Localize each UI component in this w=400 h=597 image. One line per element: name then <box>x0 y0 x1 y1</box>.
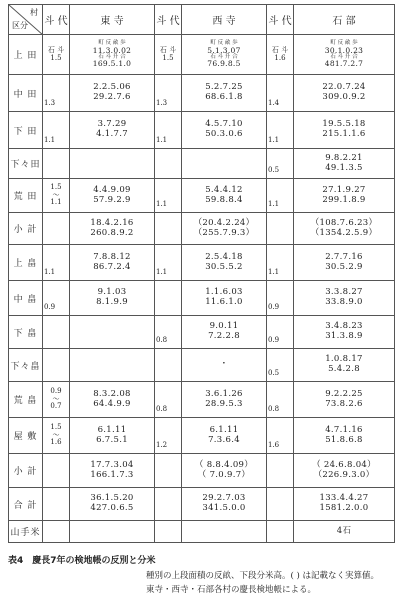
yield-value: 76.9.8.5 <box>207 59 241 69</box>
table-notes <box>146 570 394 597</box>
row-label: 山手米 <box>9 521 43 543</box>
todai-cell-nishidera <box>155 454 182 488</box>
value-cell-nishidera: 5.2.7.25 68.6.1.8 <box>182 75 267 112</box>
header-todai-east: 斗 代 <box>43 5 70 35</box>
value-cell-ishibe: 4.7.1.16 51.8.6.8 <box>294 418 395 454</box>
unit-label-yield: 石 斗 升 合 <box>98 53 126 60</box>
todai-cell-nishidera <box>155 349 182 382</box>
table-row <box>9 35 395 75</box>
value-cell-ishibe: 27.1.9.27 299.1.8.9 <box>294 179 395 213</box>
row-label: 荒 畠 <box>9 382 43 418</box>
area-value: 11.3.0.02 <box>92 45 132 55</box>
value-cell-ishibe: 3.3.8.27 33.8.9.0 <box>294 281 395 316</box>
table-row <box>9 316 395 349</box>
todai-cell-higashidera <box>43 349 70 382</box>
todai-cell-nishidera: 0.8 <box>155 316 182 349</box>
value-cell-nishidera: 6.1.11 7.3.6.4 <box>182 418 267 454</box>
todai-cell-ishibe: 0.9 <box>267 281 294 316</box>
todai-cell-ishibe: 石 斗 1.6 <box>267 35 294 75</box>
area-value: 5.1.3.07 <box>207 45 241 55</box>
todai-cell-ishibe: 1.4 <box>267 75 294 112</box>
value-cell-nishidera: 1.1.6.03 11.6.1.0 <box>182 281 267 316</box>
value-cell-ishibe: 9.8.2.21 49.1.3.5 <box>294 149 395 179</box>
table-row <box>9 179 395 213</box>
note-line: 種別の上段面積の反畝、下段分米高。( ) は記載なく実算値。 <box>146 571 380 581</box>
value-cell-higashidera: 9.1.03 8.1.9.9 <box>70 281 155 316</box>
table-row <box>9 454 395 488</box>
table-row <box>9 349 395 382</box>
value-cell-nishidera: ・ <box>182 349 267 382</box>
todai-cell-ishibe: 1.1 <box>267 245 294 281</box>
row-label: 中 畠 <box>9 281 43 316</box>
value-cell-nishidera <box>182 35 267 75</box>
row-label: 下々畠 <box>9 349 43 382</box>
todai-cell-ishibe <box>267 521 294 543</box>
value-cell-higashidera: 4.4.9.09 57.9.2.9 <box>70 179 155 213</box>
yield-value: 481.7.2.7 <box>324 59 364 69</box>
value-cell-ishibe: 9.2.2.25 73.8.2.6 <box>294 382 395 418</box>
value-cell-nishidera: 5.4.4.12 59.8.8.4 <box>182 179 267 213</box>
todai-cell-higashidera: 1.1 <box>43 245 70 281</box>
row-label: 下 畠 <box>9 316 43 349</box>
corner-top-label: 村 <box>30 8 38 17</box>
value-cell-ishibe: （ 24.6.8.04） （226.9.3.0） <box>294 454 395 488</box>
todai-cell-ishibe: 1.6 <box>267 418 294 454</box>
todai-cell-nishidera: 1.1 <box>155 245 182 281</box>
todai-cell-ishibe <box>267 213 294 245</box>
value-cell-higashidera <box>70 521 155 543</box>
value-cell-ishibe: （108.7.6.23） （1354.2.5.9） <box>294 213 395 245</box>
row-label: 中 田 <box>9 75 43 112</box>
todai-cell-nishidera: 0.8 <box>155 382 182 418</box>
header-nishidera: 西 寺 <box>182 5 267 35</box>
value-cell-nishidera: 2.5.4.18 30.5.5.2 <box>182 245 267 281</box>
value-cell-higashidera: 8.3.2.08 64.4.9.9 <box>70 382 155 418</box>
table-body <box>9 35 395 543</box>
row-label: 上 田 <box>9 35 43 75</box>
unit-label-area: 町 反 畝 歩 <box>98 39 126 46</box>
todai-cell-ishibe: 0.9 <box>267 316 294 349</box>
value-cell-nishidera <box>182 149 267 179</box>
todai-cell-nishidera <box>155 149 182 179</box>
todai-cell-ishibe: 0.5 <box>267 349 294 382</box>
todai-cell-nishidera: 石 斗 1.5 <box>155 35 182 75</box>
row-label: 下々田 <box>9 149 43 179</box>
row-label: 小 計 <box>9 213 43 245</box>
note-line: 東寺・西寺・石部各村の慶長検地帳による。 <box>146 584 317 595</box>
value-cell-higashidera <box>70 149 155 179</box>
todai-cell-higashidera: 0.9 <box>43 281 70 316</box>
table-row <box>9 112 395 149</box>
row-label: 上 畠 <box>9 245 43 281</box>
row-label: 荒 田 <box>9 179 43 213</box>
todai-cell-nishidera <box>155 521 182 543</box>
unit-label-yield: 石 斗 升 合 <box>330 53 358 60</box>
table-caption: 表4 慶長7年の検地帳の反別と分米 <box>8 556 156 566</box>
value-cell-nishidera: 29.2.7.03 341.5.0.0 <box>182 488 267 521</box>
todai-cell-higashidera <box>43 454 70 488</box>
todai-cell-ishibe: 1.1 <box>267 179 294 213</box>
todai-cell-nishidera <box>155 213 182 245</box>
table-row <box>9 75 395 112</box>
todai-cell-higashidera: 石 斗 1.5 <box>43 35 70 75</box>
kenchi-table <box>8 4 395 543</box>
value-cell-ishibe: 133.4.4.27 1581.2.0.0 <box>294 488 395 521</box>
unit-label-area: 町 反 畝 歩 <box>330 39 358 46</box>
table-row <box>9 213 395 245</box>
todai-cell-higashidera: 1.1 <box>43 112 70 149</box>
todai-cell-higashidera <box>43 488 70 521</box>
todai-cell-nishidera: 1.2 <box>155 418 182 454</box>
todai-cell-higashidera <box>43 316 70 349</box>
header-todai-west: 斗 代 <box>155 5 182 35</box>
table-row <box>9 521 395 543</box>
table-row <box>9 488 395 521</box>
value-cell-higashidera <box>70 349 155 382</box>
todai-cell-nishidera <box>155 281 182 316</box>
value-cell-nishidera <box>182 521 267 543</box>
row-label: 合 計 <box>9 488 43 521</box>
todai-cell-ishibe <box>267 488 294 521</box>
value-cell-nishidera: 4.5.7.10 50.3.0.6 <box>182 112 267 149</box>
value-cell-nishidera: （ 8.8.4.09） （ 7.0.9.7） <box>182 454 267 488</box>
table-row <box>9 149 395 179</box>
header-higashidera: 東 寺 <box>70 5 155 35</box>
unit-label-yield: 石 斗 升 合 <box>210 53 238 60</box>
area-value: 30.1.0.23 <box>324 45 364 55</box>
value-cell-higashidera: 3.7.29 4.1.7.7 <box>70 112 155 149</box>
header-todai-ishibe: 斗 代 <box>267 5 294 35</box>
todai-cell-higashidera <box>43 521 70 543</box>
value-cell-nishidera: （20.4.2.24） （255.7.9.3） <box>182 213 267 245</box>
value-cell-ishibe: 22.0.7.24 309.0.9.2 <box>294 75 395 112</box>
todai-cell-nishidera <box>155 488 182 521</box>
table-row <box>9 245 395 281</box>
row-label: 小 計 <box>9 454 43 488</box>
value-cell-higashidera: 18.4.2.16 260.8.9.2 <box>70 213 155 245</box>
corner-bottom-label: 区分 <box>12 21 28 30</box>
document-sheet <box>8 4 394 597</box>
value-cell-ishibe: 4石 <box>294 521 395 543</box>
value-cell-higashidera: 6.1.11 6.7.5.1 <box>70 418 155 454</box>
value-cell-higashidera: 17.7.3.04 166.1.7.3 <box>70 454 155 488</box>
todai-cell-higashidera: 1.5 ～ 1.1 <box>43 179 70 213</box>
corner-cell <box>9 5 43 35</box>
table-row <box>9 382 395 418</box>
value-cell-ishibe: 1.0.8.17 5.4.2.8 <box>294 349 395 382</box>
header-ishibe: 石 部 <box>294 5 395 35</box>
yield-value: 169.5.1.0 <box>92 59 132 69</box>
row-label: 下 田 <box>9 112 43 149</box>
value-cell-ishibe <box>294 35 395 75</box>
todai-cell-higashidera: 0.9 ～ 0.7 <box>43 382 70 418</box>
value-cell-ishibe: 2.7.7.16 30.5.2.9 <box>294 245 395 281</box>
todai-cell-ishibe: 1.1 <box>267 112 294 149</box>
header-row <box>9 5 395 35</box>
todai-cell-nishidera: 1.1 <box>155 179 182 213</box>
todai-cell-nishidera: 1.1 <box>155 112 182 149</box>
value-cell-higashidera <box>70 35 155 75</box>
table-row <box>9 418 395 454</box>
value-cell-higashidera: 2.2.5.06 29.2.7.6 <box>70 75 155 112</box>
todai-cell-ishibe: 0.5 <box>267 149 294 179</box>
todai-cell-higashidera: 1.5 ～ 1.6 <box>43 418 70 454</box>
value-cell-higashidera: 36.1.5.20 427.0.6.5 <box>70 488 155 521</box>
value-cell-ishibe: 19.5.5.18 215.1.1.6 <box>294 112 395 149</box>
value-cell-ishibe: 3.4.8.23 31.3.8.9 <box>294 316 395 349</box>
value-cell-nishidera: 9.0.11 7.2.2.8 <box>182 316 267 349</box>
todai-cell-ishibe <box>267 454 294 488</box>
todai-cell-ishibe: 0.8 <box>267 382 294 418</box>
value-cell-higashidera: 7.8.8.12 86.7.2.4 <box>70 245 155 281</box>
unit-label-area: 町 反 畝 歩 <box>210 39 238 46</box>
value-cell-nishidera: 3.6.1.26 28.9.5.3 <box>182 382 267 418</box>
table-row <box>9 281 395 316</box>
todai-cell-higashidera: 1.3 <box>43 75 70 112</box>
todai-cell-higashidera <box>43 213 70 245</box>
row-label: 屋 敷 <box>9 418 43 454</box>
todai-cell-nishidera: 1.3 <box>155 75 182 112</box>
todai-cell-higashidera <box>43 149 70 179</box>
value-cell-higashidera <box>70 316 155 349</box>
